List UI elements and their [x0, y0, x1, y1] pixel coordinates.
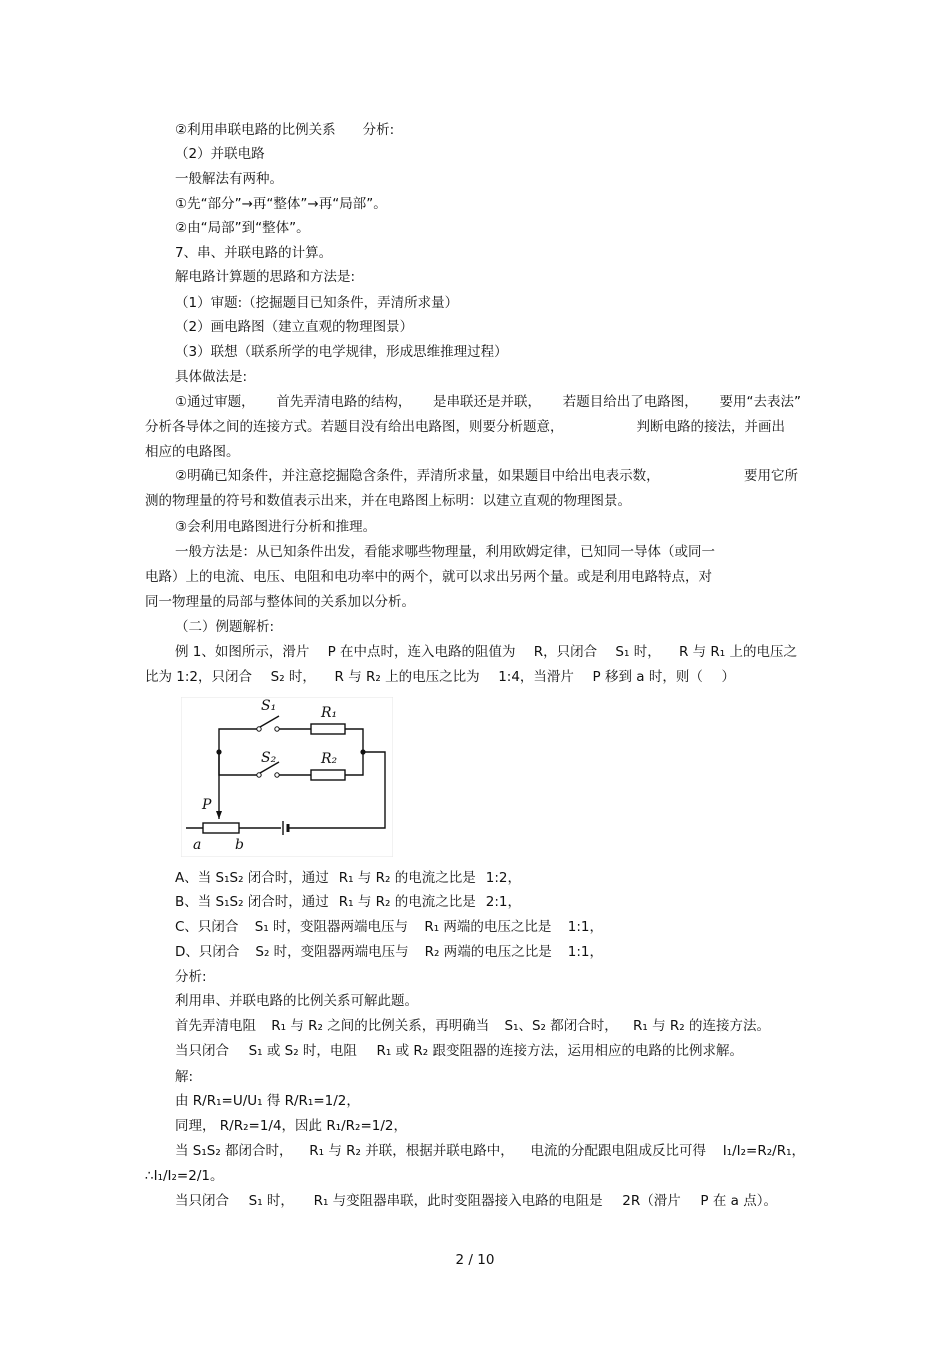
text-line: ①通过审题， 首先弄清电路的结构， 是串联还是并联， 若题目给出了电路图， 要用“去表法”	[175, 394, 801, 410]
text-line: 测的物理量的符号和数值表示出来，并在电路图上标明：以建立直观的物理图景。	[145, 493, 631, 509]
example-question-line: 例 1、如图所示，滑片 P 在中点时，连入电路的阻值为 R，只闭合 S₁ 时， R 与 R₁ 上的电压之	[175, 644, 797, 660]
label-s2: S₂	[261, 750, 277, 766]
text-line: ②由“局部”到“整体”。	[175, 220, 310, 236]
solution-heading: 解:	[175, 1069, 194, 1085]
label-b: b	[235, 837, 244, 853]
option-c: C、只闭合 S₁ 时，变阻器两端电压与 R₁ 两端的电压之比是 1:1，	[175, 919, 603, 935]
analysis-heading: 分析:	[175, 969, 207, 985]
switch-s2-contact	[257, 773, 261, 777]
text-line: 一般方法是：从已知条件出发，看能求哪些物理量，利用欧姆定律，已知同一导体（或同一	[175, 544, 715, 560]
solution-line: ∴I₁/I₂=2/1。	[145, 1168, 224, 1184]
solution-line: 同理， R/R₂=1/4，因此 R₁/R₂=1/2，	[175, 1118, 407, 1134]
label-r2: R₂	[321, 751, 338, 767]
switch-s1-contact	[275, 727, 279, 731]
text-line: ③会利用电路图进行分析和推理。	[175, 519, 377, 535]
analysis-line: 当只闭合 S₁ 或 S₂ 时，电阻 R₁ 或 R₂ 跟变阻器的连接方法，运用相应的电路的比例求解。	[175, 1043, 743, 1059]
text-line: 具体做法是:	[175, 369, 248, 385]
section-heading: 7、串、并联电路的计算。	[175, 245, 333, 261]
solution-line: 当只闭合 S₁ 时， R₁ 与变阻器串联，此时变阻器接入电路的电阻是 2R（滑片 P 在 a 点）。	[175, 1193, 777, 1209]
text-line: ②明确已知条件，并注意挖掘隐含条件，弄清所求量，如果题目中给出电表示数， 要用它所	[175, 468, 798, 484]
text-line: ②利用串联电路的比例关系 分析:	[175, 122, 395, 138]
example-question-line: 比为 1:2，只闭合 S₂ 时， R 与 R₂ 上的电压之比为 1:4，当滑片 P 移到 a 时，则（ ）	[145, 669, 735, 685]
solution-line: 由 R/R₁=U/U₁ 得 R/R₁=1/2，	[175, 1093, 360, 1109]
text-line: 解电路计算题的思路和方法是:	[175, 269, 356, 285]
text-line: 同一物理量的局部与整体间的关系加以分析。	[145, 594, 415, 610]
label-r1: R₁	[321, 705, 338, 721]
resistor-r1	[311, 724, 345, 734]
analysis-line: 利用串、并联电路的比例关系可解此题。	[175, 993, 418, 1009]
analysis-line: 首先弄清电阻 R₁ 与 R₂ 之间的比例关系，再明确当 S₁、S₂ 都闭合时， R₁ 与 R₂ 的连接方法。	[175, 1018, 770, 1034]
label-p: P	[202, 797, 212, 813]
subheading-examples: （二）例题解析:	[175, 619, 275, 635]
text-line: （1）审题:（挖掘题目已知条件，弄清所求量）	[175, 295, 459, 311]
option-b: B、当 S₁S₂ 闭合时，通过 R₁ 与 R₂ 的电流之比是 2:1，	[175, 894, 521, 910]
text-line: （3）联想（联系所学的电学规律，形成思维推理过程）	[175, 344, 508, 360]
label-a: a	[193, 837, 202, 853]
text-line: 一般解法有两种。	[175, 171, 283, 187]
text-line: ①先“部分”→再“整体”→再“局部”。	[175, 196, 387, 212]
option-a: A、当 S₁S₂ 闭合时，通过 R₁ 与 R₂ 的电流之比是 1:2，	[175, 870, 521, 886]
text-line: 电路）上的电流、电压、电阻和电功率中的两个，就可以求出另两个量。或是利用电路特点，对	[145, 569, 712, 585]
option-d: D、只闭合 S₂ 时，变阻器两端电压与 R₂ 两端的电压之比是 1:1，	[175, 944, 603, 960]
switch-s2-contact	[275, 773, 279, 777]
rheostat	[203, 823, 239, 833]
solution-line: 当 S₁S₂ 都闭合时， R₁ 与 R₂ 并联，根据并联电路中， 电流的分配跟电阻成反比可得 I₁/I₂=R₂/R₁，	[175, 1143, 805, 1159]
switch-s1-contact	[257, 727, 261, 731]
junction-node	[360, 749, 365, 754]
page-number: 2 / 10	[455, 1252, 495, 1268]
resistor-r2	[311, 770, 345, 780]
text-line: 相应的电路图。	[145, 444, 240, 460]
subheading-parallel-circuit: （2）并联电路	[175, 146, 265, 162]
text-line: （2）画电路图（建立直观的物理图景）	[175, 319, 414, 335]
junction-node	[216, 749, 221, 754]
text-line: 分析各导体之间的连接方式。若题目没有给出电路图，则要分析题意， 判断电路的接法，并画出	[145, 419, 785, 435]
label-s1: S₁	[261, 698, 277, 714]
circuit-diagram	[181, 697, 393, 857]
